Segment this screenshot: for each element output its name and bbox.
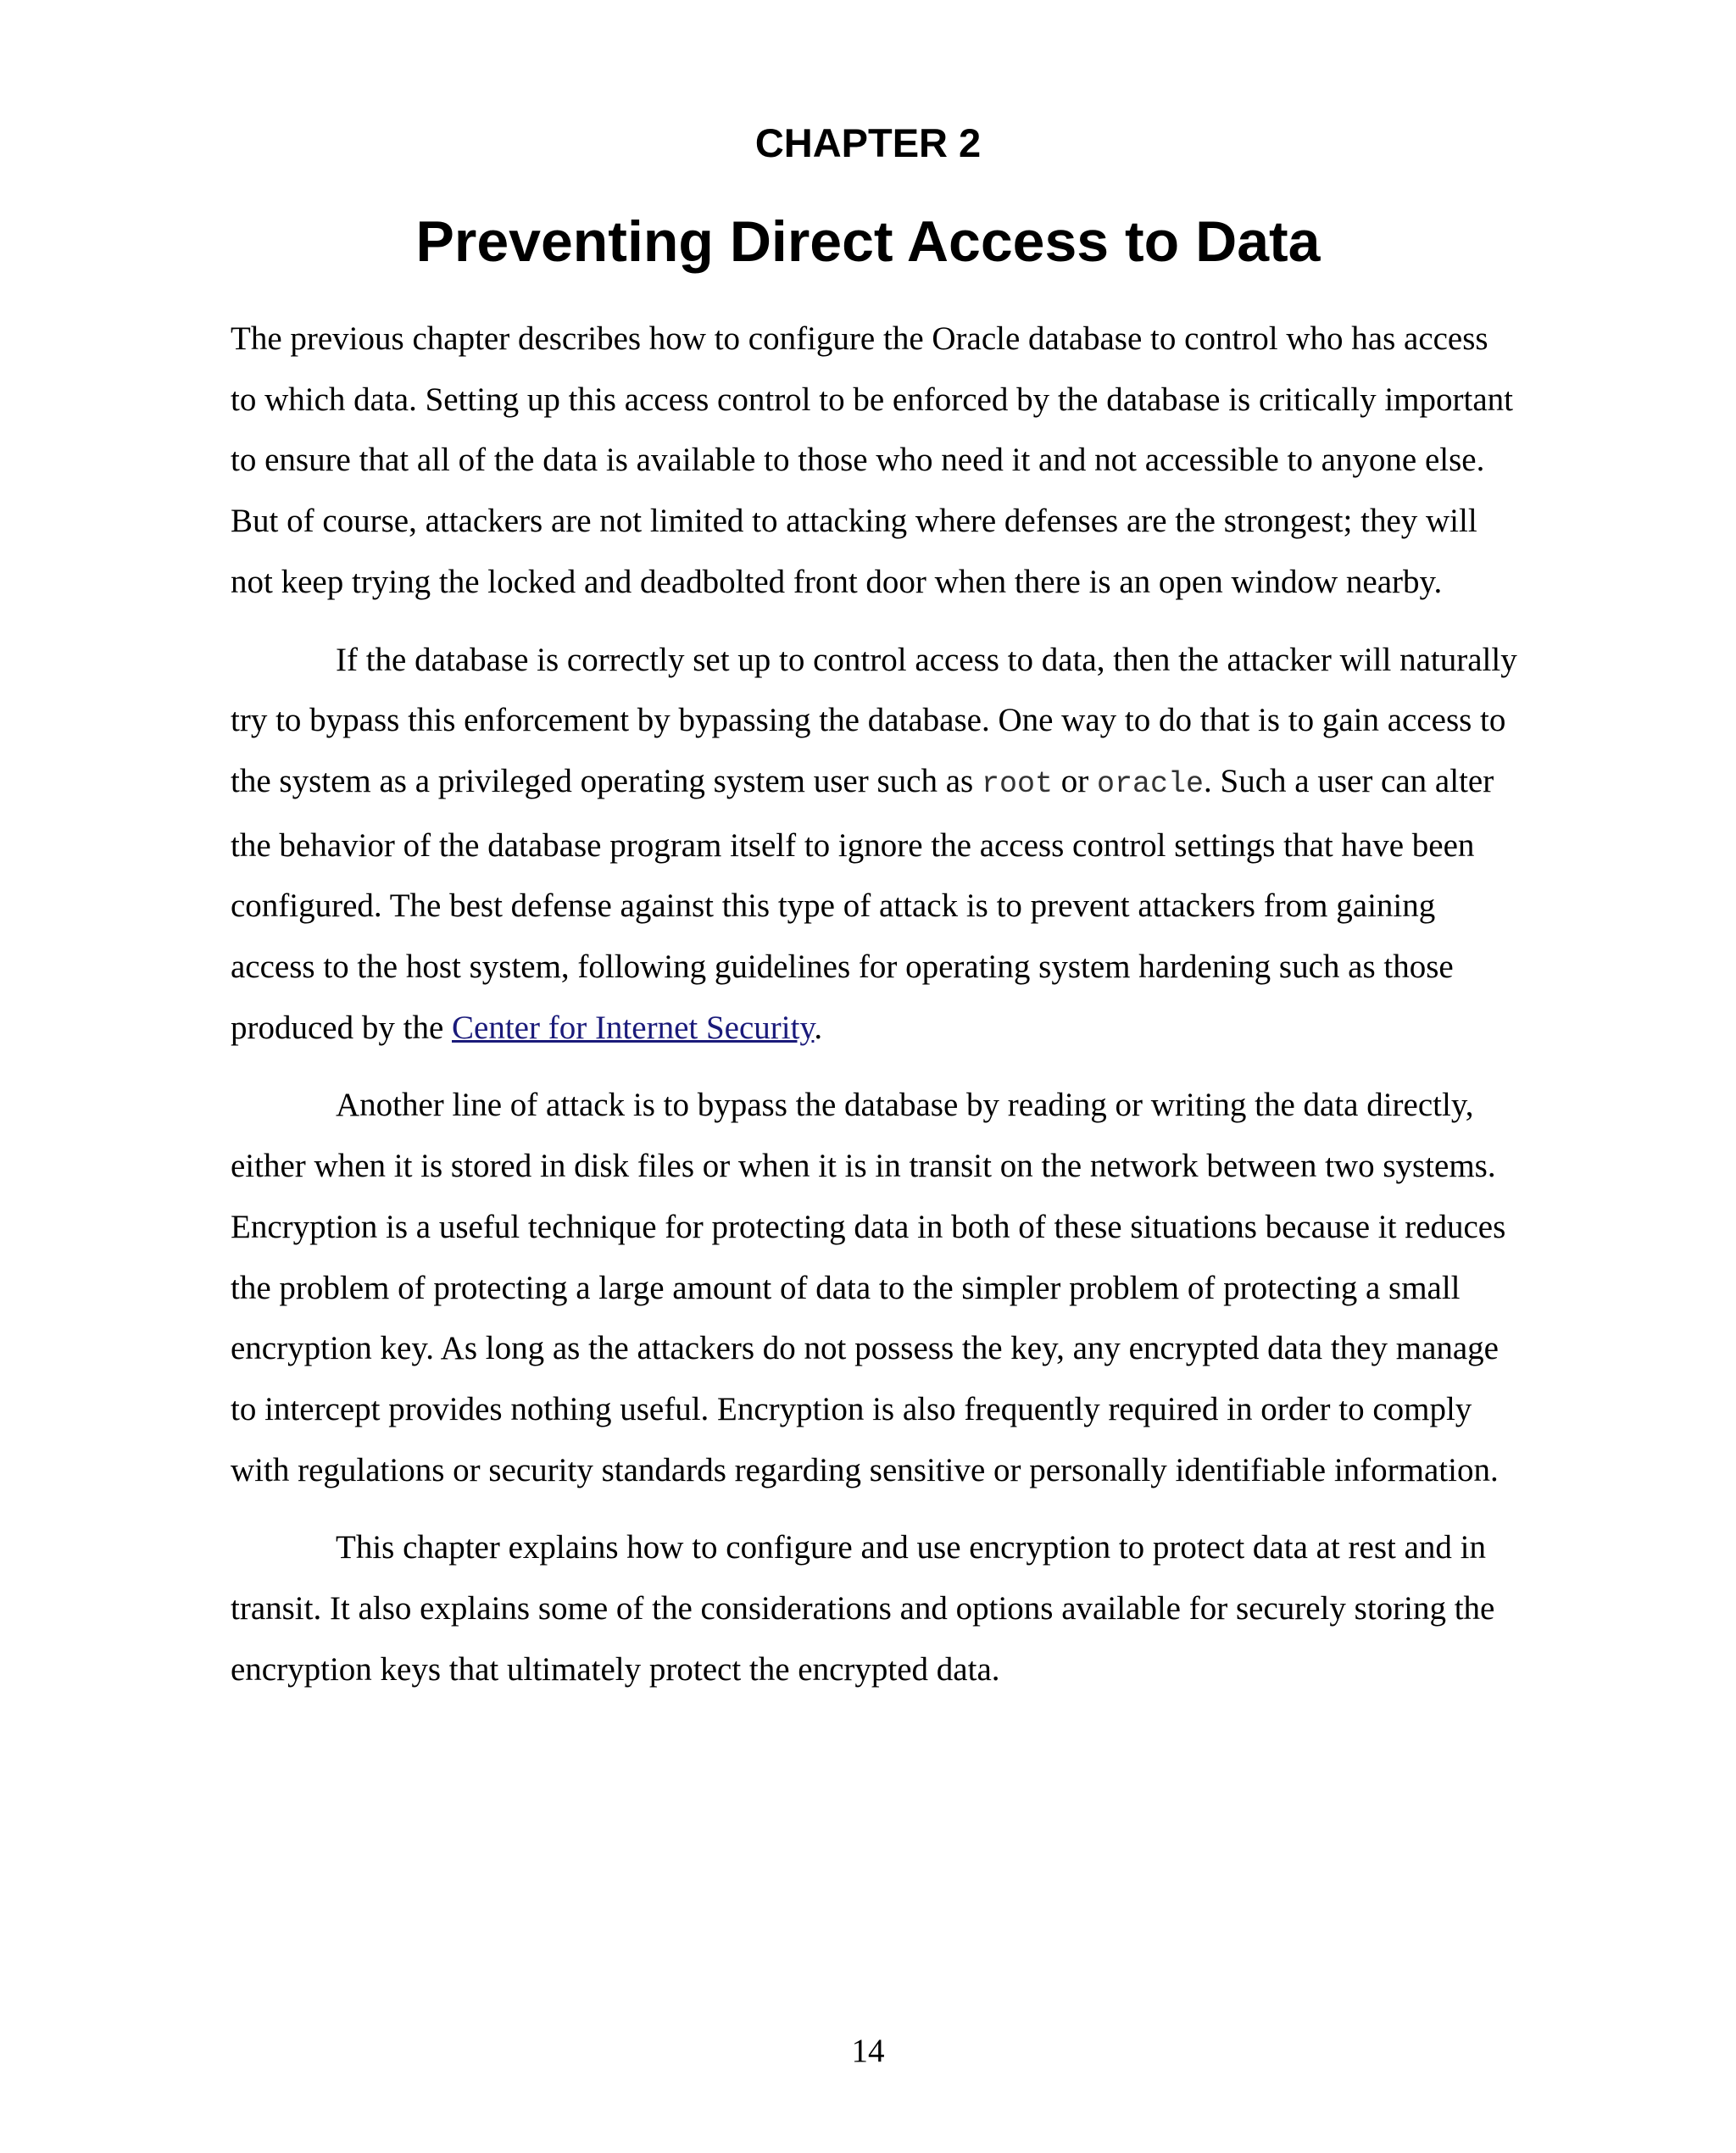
link-center-for-internet-security[interactable]: Center for Internet Security (452, 1009, 815, 1046)
code-root: root (981, 766, 1053, 801)
body-text (231, 309, 1519, 1700)
code-oracle: oracle (1096, 766, 1205, 801)
paragraph-text: or (1052, 762, 1097, 799)
paragraph-chapter-overview: This chapter explains how to configure and use encryption to protect data at rest and in transit. It also explains some of the considerations and options available for securely storing the encryption keys that ultimately protect the encrypted data. (231, 1529, 1495, 1688)
page-number: 14 (851, 2033, 885, 2069)
paragraph-bypass-database (231, 630, 1519, 1059)
chapter-label: CHAPTER 2 (754, 120, 982, 165)
paragraph-intro: The previous chapter describes how to configure the Oracle database to control who has access to which data. Setting up this access control to be enforced by the database is critically important to ensure that all of the data is available to those who need it and not accessible to anyone else. But of course, attackers are not limited to attacking where defenses are the strongest; they will not keep trying the locked and deadbolted front door when there is an open window nearby. (231, 320, 1513, 600)
paragraph-text: . Such a user can alter the behavior of the database program itself to ignore the access control settings that have been configured. The best defense against this type of attack is to prevent attackers from gaining access to the host system, following guidelines for operating system hardening such as those produced by the (231, 762, 1494, 1046)
paragraph-encryption: Another line of attack is to bypass the database by reading or writing the data directly, either when it is stored in disk files or when it is in transit on the network between two systems. Encryption is a useful technique for protecting data in both of these situations because it reduces the problem of protecting a large amount of data to the simpler problem of protecting a small encryption key. As long as the attackers do not possess the key, any encrypted data they manage to intercept provides nothing useful. Encryption is also frequently required in order to comply with regulations or security standards regarding sensitive or personally identifiable information. (231, 1087, 1506, 1488)
chapter-title: Preventing Direct Access to Data (415, 209, 1321, 274)
paragraph-text: If the database is correctly set up to control access to data, then the attacker will naturally try to bypass this enforcement by bypassing the database. One way to do that is to gain access to the system as a privileged operating system user such as (231, 641, 1517, 799)
paragraph-text: . (814, 1009, 823, 1046)
